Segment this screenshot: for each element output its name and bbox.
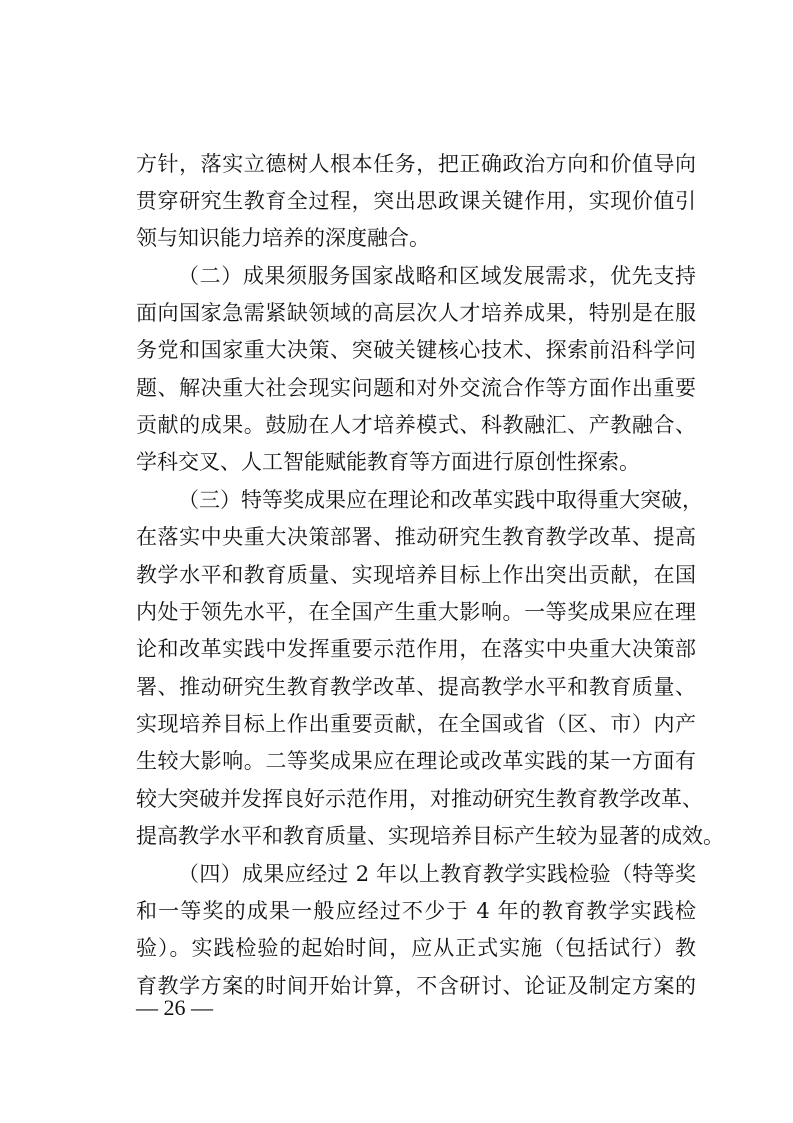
paragraph-line: 提高教学水平和教育质量、实现培养目标产生较为显著的成效。 — [136, 824, 724, 848]
paragraph-line: 题、解决重大社会现实问题和对外交流合作等方面作出重要 — [136, 376, 696, 400]
paragraph-line: 署、推动研究生教育教学改革、提高教学水平和教育质量、 — [136, 675, 696, 699]
page-number: — 26 — — [136, 995, 213, 1020]
paragraph-line: 在落实中央重大决策部署、推动研究生教育教学改革、提高 — [136, 525, 696, 549]
paragraph-line: （二）成果须服务国家战略和区域发展需求，优先支持 — [178, 264, 696, 288]
paragraph-line: 领与知识能力培养的深度融合。 — [136, 226, 430, 250]
paragraph-line: 务党和国家重大决策、突破关键核心技术、探索前沿科学问 — [136, 338, 696, 362]
paragraph-line: 内处于领先水平，在全国产生重大影响。一等奖成果应在理 — [136, 600, 696, 624]
paragraph-line: 生较大影响。二等奖成果应在理论或改革实践的某一方面有 — [136, 749, 696, 773]
paragraph-line: 贡献的成果。鼓励在人才培养模式、科教融汇、产教融合、 — [136, 413, 696, 437]
paragraph-line: 育教学方案的时间开始计算，不含研讨、论证及制定方案的 — [136, 974, 696, 998]
paragraph-line: （四）成果应经过 2 年以上教育教学实践检验（特等奖 — [178, 862, 696, 886]
paragraph-line: 实现培养目标上作出重要贡献，在全国或省（区、市）内产 — [136, 712, 696, 736]
paragraph-line: 和一等奖的成果一般应经过不少于 4 年的教育教学实践检 — [136, 899, 696, 923]
paragraph-line: 验）。实践检验的起始时间，应从正式实施（包括试行）教 — [136, 936, 696, 960]
paragraph-line: 学科交叉、人工智能赋能教育等方面进行原创性探索。 — [136, 450, 640, 474]
paragraph-line: 面向国家急需紧缺领域的高层次人才培养成果，特别是在服 — [136, 301, 696, 325]
paragraph-line: 较大突破并发挥良好示范作用，对推动研究生教育教学改革、 — [136, 787, 703, 811]
paragraph-line: 教学水平和教育质量、实现培养目标上作出突出贡献，在国 — [136, 563, 696, 587]
paragraph-line: （三）特等奖成果应在理论和改革实践中取得重大突破， — [178, 488, 703, 512]
paragraph-line: 论和改革实践中发挥重要示范作用，在落实中央重大决策部 — [136, 637, 696, 661]
paragraph-line: 方针，落实立德树人根本任务，把正确政治方向和价值导向 — [136, 152, 696, 176]
paragraph-line: 贯穿研究生教育全过程，突出思政课关键作用，实现价值引 — [136, 189, 696, 213]
